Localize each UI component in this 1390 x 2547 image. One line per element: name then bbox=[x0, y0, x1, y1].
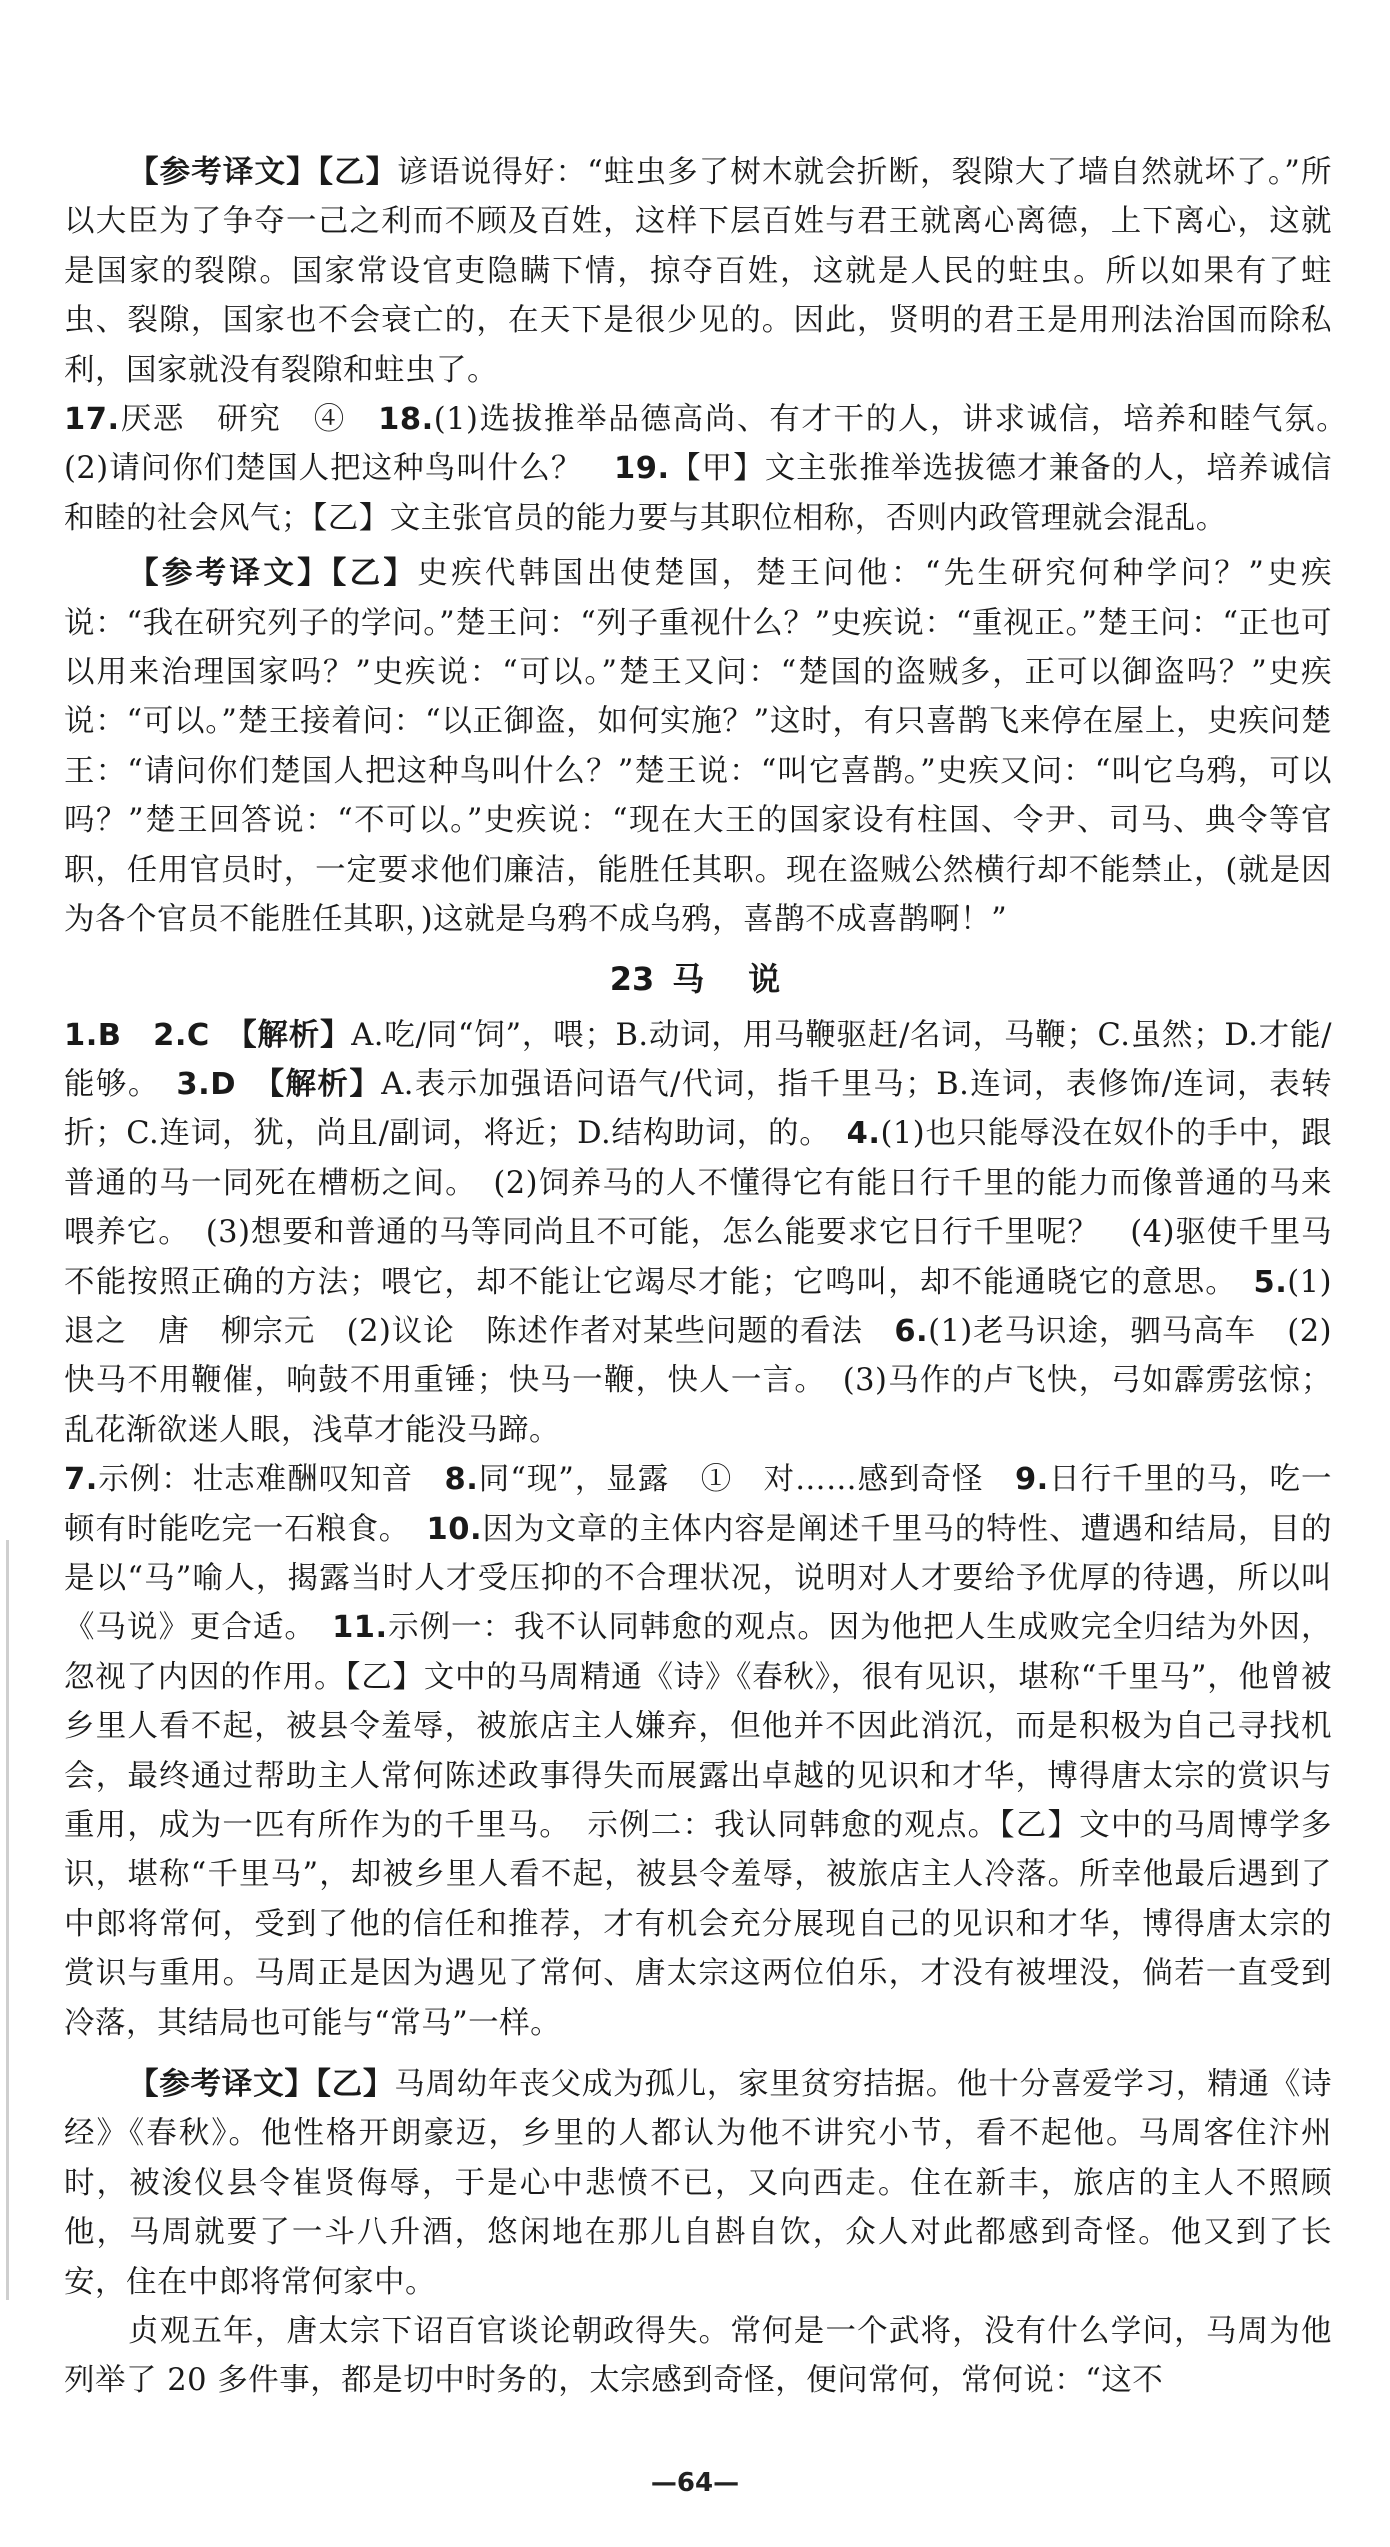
answer-content bbox=[64, 148, 1364, 2406]
q23-translation-continued bbox=[64, 2307, 1332, 2406]
answer-key: 1.B bbox=[64, 1017, 154, 1053]
question-number: 18. bbox=[378, 402, 434, 438]
answer-text: 日行千里的马，吃一顿有时能吃完一石粮食。 bbox=[64, 1462, 1333, 1547]
section-number: 23 bbox=[609, 959, 655, 998]
answer-text: A.吃/同“饲”，喂；B.动词，用马鞭驱赶/名词，马鞭；C.虽然；D.才能/能够。 bbox=[64, 1017, 1333, 1102]
question-number: 6. bbox=[894, 1313, 929, 1349]
translation-text: 谚语说得好：“蛀虫多了树木就会折断，裂隙大了墙自然就坏了。”所以大臣为了争夺一己之利而不顾及百姓，这样下层百姓与君王就离心离德，上下离心，这就是国家的裂隙。国家常设官吏隐瞒下情，掠夺百姓，这就是人民的蛀虫。所以如果有了蛀虫、裂隙，国家也不会衰亡的，在天下是很少见的。因此，贤明的君王是用刑法治国而除私利，国家就没有裂隙和蛀虫了。 bbox=[64, 155, 1333, 388]
section-title bbox=[64, 953, 1332, 1005]
translation-text: 贞观五年，唐太宗下诏百官谈论朝政得失。常何是一个武将，没有什么学问，马周为他列举了 20 多件事，都是切中时务的，太宗感到奇怪，便问常何，常何说：“这不 bbox=[64, 2314, 1332, 2399]
question-number: 9. bbox=[1014, 1462, 1049, 1498]
analysis-tag: 【解析】 bbox=[268, 1066, 382, 1102]
translation-text: 马周幼年丧父成为孤儿，家里贫穷拮据。他十分喜爱学习，精通《诗经》《春秋》。他性格开朗豪迈，乡里的人都认为他不讲究小节，看不起他。马周客住汴州时，被浚仪县令崔贤侮辱，于是心中悲愤不已，又向西走。住在新丰，旅店的主人不照顾他，马周就要了一斗八升酒，悠闲地在那儿自斟自饮，众人对此都感到奇怪。他又到了长安，住在中郎将常何家中。 bbox=[64, 2067, 1333, 2300]
answer-text: (1)退之 唐 柳宗元 (2)议论 陈述作者对某些问题的看法 bbox=[64, 1264, 1332, 1349]
question-number: 19. bbox=[614, 451, 670, 487]
answer-text: 示例：壮志难酬叹知音 bbox=[97, 1462, 445, 1498]
section-name: 马 说 bbox=[672, 959, 787, 998]
question-number: 5. bbox=[1253, 1264, 1288, 1300]
question-number: 11. bbox=[332, 1610, 388, 1646]
question-number: 17. bbox=[64, 402, 120, 438]
q16-reference-translation bbox=[64, 148, 1332, 395]
answer-text: 同“现”，显露 ① 对……感到奇怪 bbox=[478, 1462, 1015, 1498]
question-number: 7. bbox=[64, 1462, 98, 1498]
q17-19-answers bbox=[64, 395, 1364, 543]
reference-translation-tag: 【参考译文】【乙】 bbox=[128, 155, 398, 190]
answer-text: 厌恶 研究 ④ bbox=[119, 402, 379, 438]
question-number: 10. bbox=[426, 1511, 483, 1547]
answer-text: 示例一：我不认同韩愈的观点。因为他把人生成败完全归结为外因，忽视了内因的作用。【乙】文中的马周精通《诗》《春秋》，很有见识，堪称“千里马”，他曾被乡里人看不起，被县令羞辱，被旅店主人嫌弃，但他并不因此消沉，而是积极为自己寻找机会，最终通过帮助主人常何陈述政事得失而展露出卓越的见识和才华，博得唐太宗的赏识与重用，成为一匹有所作为的千里马。 示例二：我认同韩愈的观点。【乙】文中的马周博学多识，堪称“千里马”，却被乡里人看不起，被县令羞辱，被旅店主人冷落。所幸他最后遇到了中郎将常何，受到了他的信任和推荐，才有机会充分展现自己的见识和才华，博得唐太宗的赏识与重用。马周正是因为遇见了常何、唐太宗这两位伯乐，才没有被埋没，倘若一直受到冷落，其结局也可能与“常马”一样。 bbox=[64, 1610, 1333, 2041]
answer-key: 3.D bbox=[176, 1066, 269, 1102]
answer-text: (1)也只能辱没在奴仆的手中，跟普通的马一同死在槽枥之间。 (2)饲养马的人不懂得它有能日行千里的能力而像普通的马来喂养它。 (3)想要和普通的马等同尚且不可能，怎么能要求它日行千里呢？ (4)驱使千里马不能按照正确的方法；喂它，却不能让它竭尽才能；它鸣叫，却不能通晓它的意思。 bbox=[64, 1116, 1333, 1300]
page-number: —64— bbox=[650, 2468, 740, 2498]
q23-reference-translation bbox=[64, 2060, 1332, 2307]
analysis-tag: 【解析】 bbox=[241, 1017, 352, 1053]
answer-key: 2.C bbox=[153, 1017, 242, 1053]
answer-text: (1)老马识途，驷马高车 (2)快马不用鞭催，响鼓不用重锤；快马一鞭，快人一言。 (3)马作的卢飞快，弓如霹雳弦惊；乱花渐欲迷人眼，浅草才能没马蹄。 bbox=[64, 1313, 1333, 1448]
q17-reference-translation bbox=[64, 549, 1332, 944]
answer-text: A.表示加强语问语气/代词，指千里马；B.连词，表修饰/连词，表转折；C.连词，犹，尚且/副词，将近；D.结构助词，的。 bbox=[64, 1066, 1332, 1152]
answer-text: 因为文章的主体内容是阐述千里马的特性、遭遇和结局，目的是以“马”喻人，揭露当时人才受压抑的不合理状况，说明对人才要给予优厚的待遇，所以叫《马说》更合适。 bbox=[64, 1511, 1333, 1646]
section-23-answers bbox=[64, 1011, 1332, 2049]
answer-text: (1)选拔推举品德高尚、有才干的人，讲求诚信，培养和睦气氛。 (2)请问你们楚国人把这种鸟叫什么？ bbox=[64, 402, 1364, 487]
question-number: 4. bbox=[846, 1116, 881, 1152]
gutter-mark bbox=[6, 1540, 9, 2300]
reference-translation-tag: 【参考译文】【乙】 bbox=[128, 2067, 395, 2103]
translation-text: 史疾代韩国出使楚国，楚王问他：“先生研究何种学问？”史疾说：“我在研究列子的学问。”楚王问：“列子重视什么？”史疾说：“重视正。”楚王问：“正也可以用来治理国家吗？”史疾说：“可以。”楚王又问：“楚国的盗贼多，正可以御盗吗？”史疾说：“可以。”楚王接着问：“以正御盗，如何实施？”这时，有只喜鹊飞来停在屋上，史疾问楚王：“请问你们楚国人把这种鸟叫什么？”楚王说：“叫它喜鹊。”史疾又问：“叫它乌鸦，可以吗？”楚王回答说：“不可以。”史疾说：“现在大王的国家设有柱国、令尹、司马、典令等官职，任用官员时，一定要求他们廉洁，能胜任其职。现在盗贼公然横行却不能禁止，(就是因为各个官员不能胜任其职，)这就是乌鸦不成乌鸦，喜鹊不成喜鹊啊！” bbox=[64, 556, 1332, 938]
answer-text: 【甲】文主张推举选拔德才兼备的人，培养诚信和睦的社会风气；【乙】文主张官员的能力要与其职位相称，否则内政管理就会混乱。 bbox=[64, 451, 1333, 536]
reference-translation-tag: 【参考译文】【乙】 bbox=[128, 556, 418, 592]
question-number: 8. bbox=[444, 1462, 479, 1498]
